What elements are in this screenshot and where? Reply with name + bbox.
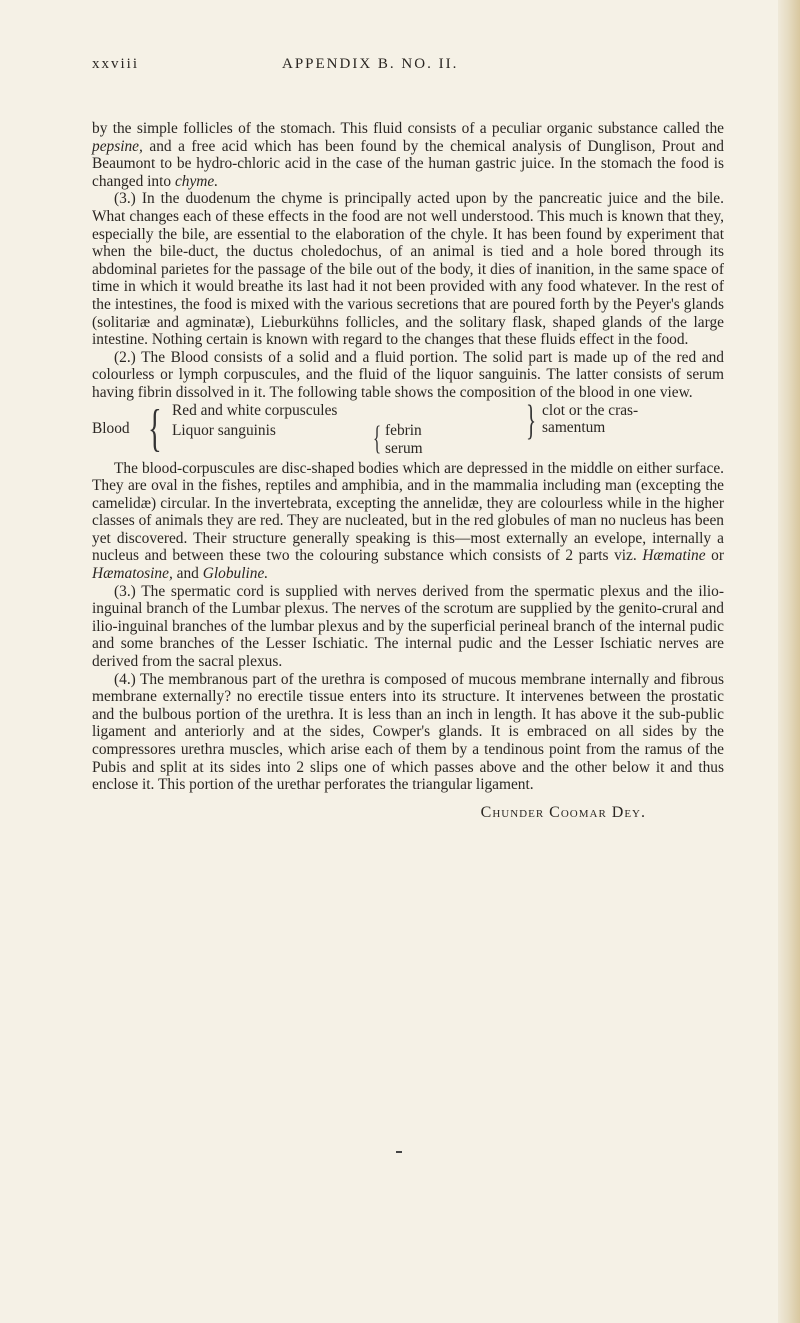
paragraph-stomach bbox=[92, 120, 724, 190]
text-run: and bbox=[172, 565, 203, 583]
page-mark bbox=[396, 1151, 402, 1153]
text-run: by the simple follicles of the stomach. This fluid consists of a peculiar organic substance called the bbox=[92, 120, 724, 137]
paragraph-corpuscules bbox=[92, 460, 724, 583]
paragraph-urethra: (4.) The membranous part of the urethra is composed of mucous membrane internally and fibrous membrane externally? no erectile tissue enters into its structure. It intervenes between the prostatic and the bulbous portion of the urethra. It is less than an inch in length. It has above it the sub-public ligament and anteriorly and at the sides, Cowper's glands. It is embraced on all sides by the compressores urethra muscles, which arise each of them by a tendinous point from the ramus of the Pubis and split at its sides into 2 slips one of which passes above and the other below it and thus enclose it. This portion of the urethar perforates the triangular ligament. bbox=[92, 670, 724, 794]
term-haematosine: Hæmatosine, bbox=[92, 565, 173, 583]
clot: clot or the cras- bbox=[542, 401, 639, 419]
text-run: and a free acid which has been found by the chemical analysis of Dunglison, Prout and Beaumont to be hydro-chloric acid in the case of the human gastric juice. In the stomach the food is changed into bbox=[92, 137, 724, 190]
serum: serum bbox=[385, 439, 423, 457]
paragraph-duodenum: (3.) In the duodenum the chyme is principally acted upon by the pancreatic juice and the bile. What changes each of these effects in the food are not well understood. This much is known that they, especially the bile, are essential to the elaboration of the chyle. It has been found by experiment that when the bile-duct, the ductus choledochus, of an animal is tied and a hole bored through its abdominal parietes for the passage of the bile out of the body, it dies of inanition, in the same space of time in which it would breathe its last had it not been provided with any food whatever. In the rest of the intestines, the food is mixed with the various secretions that are poured forth by the Peyer's glands (solitariæ and agminatæ), Lieburkühns follicles, and the solitary flask, shaped glands of the large intestine. Nothing certain is known with regard to the changes that these fluids effect in the food. bbox=[92, 190, 724, 349]
page-edge bbox=[778, 0, 800, 1323]
left-brace-icon: { bbox=[148, 399, 162, 457]
blood-label: Blood bbox=[92, 419, 130, 437]
page-header bbox=[92, 56, 722, 80]
page-body bbox=[92, 120, 724, 821]
term-chyme: chyme. bbox=[174, 172, 219, 190]
right-brace-icon: } bbox=[526, 397, 537, 444]
text-run: or bbox=[705, 547, 724, 565]
liquor-sanguinis: Liquor sanguinis bbox=[172, 421, 276, 439]
crassamentum: samentum bbox=[542, 418, 606, 436]
author-signature: Chunder Coomar Dey. bbox=[480, 803, 646, 821]
left-brace-icon: { bbox=[373, 419, 382, 457]
term-pepsine: pepsine, bbox=[92, 137, 143, 155]
term-haematine: Hæmatine bbox=[642, 547, 706, 565]
blood-composition-table bbox=[92, 397, 724, 460]
running-title: APPENDIX B. NO. II. bbox=[282, 56, 459, 72]
paragraph-blood: (2.) The Blood consists of a solid and a fluid portion. The solid part is made up of the red and colourless or lymph corpuscules, and the fluid of the liquor sanguinis. The latter consists of serum having fibrin dissolved in it. The following table shows the composition of the blood in one view. bbox=[92, 348, 724, 401]
term-globuline: Globuline. bbox=[202, 565, 269, 583]
red-white-corpuscules: Red and white corpuscules bbox=[172, 401, 338, 419]
page-number: xxviii bbox=[92, 56, 140, 72]
paragraph-spermatic: (3.) The spermatic cord is supplied with nerves derived from the spermatic plexus and the ilio-inguinal branch of the Lumbar plexus. The nerves of the scrotum are supplied by the genito-crural and ilio-inguinal branches of the lumbar plexus and by the superficial perineal branch of the internal pudic and some branches of the Lesser Ischiatic. The internal pudic and the Lesser Ischiatic nerves are derived from the sacral plexus. bbox=[92, 582, 724, 671]
text-run: The blood-corpuscules are disc-shaped bodies which are depressed in the middle on either surface. They are oval in the fishes, reptiles and amphibia, and in the mammalia including man (excepting the camelidæ) circular. In the invertebrata, excepting the annelidæ, they are colourless while in the higher classes of animals they are red. They are nucleated, but in the red globules of man no nucleus has been yet discovered. Their structure generally speaking is this—most externally an evelope, internally a nucleus and between these two the colouring substance which consists of 2 parts viz. bbox=[92, 459, 724, 565]
febrin: febrin bbox=[385, 421, 422, 439]
